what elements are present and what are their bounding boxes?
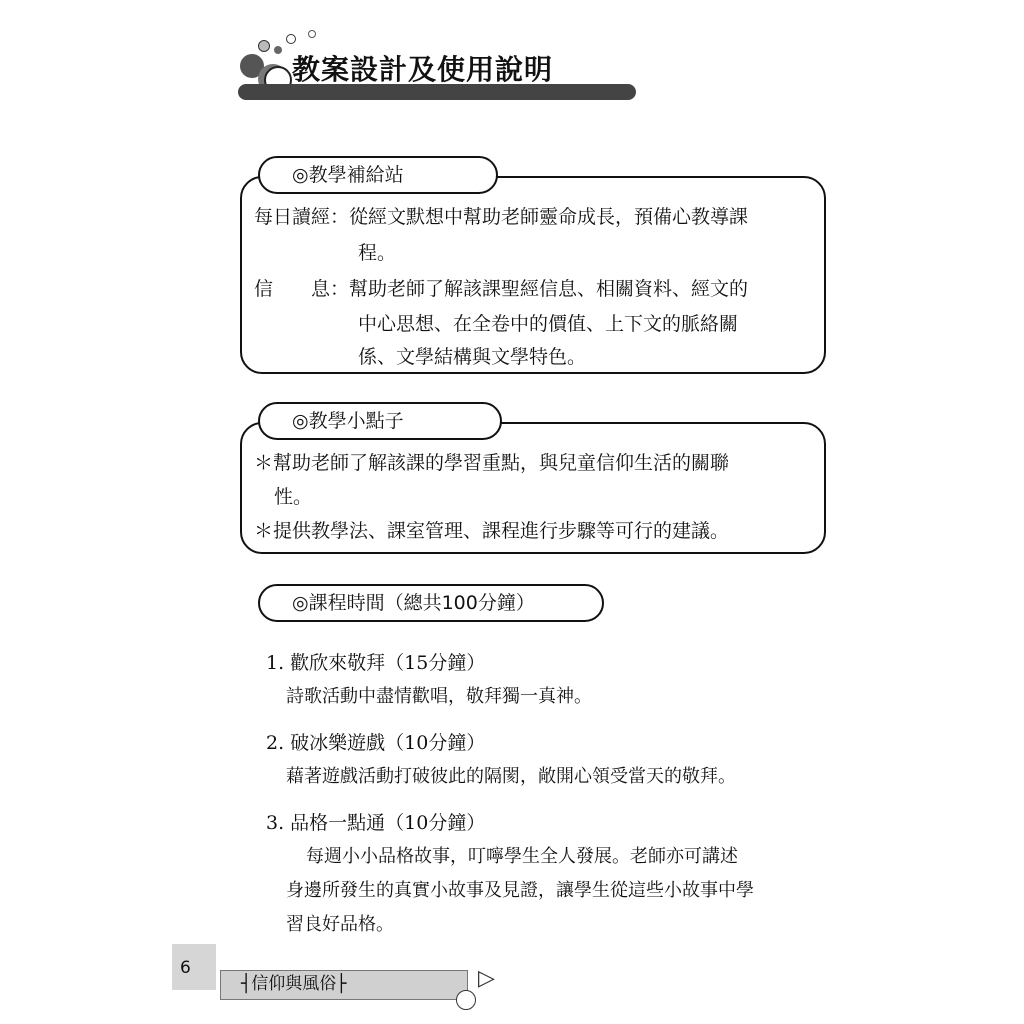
footer-circle xyxy=(456,990,476,1010)
schedule-item-3-text-2: 身邊所發生的真實小故事及見證，讓學生從這些小故事中學 xyxy=(286,880,754,901)
schedule-item-3-text-3: 習良好品格。 xyxy=(286,914,394,935)
row-message-cont-2: 係、文學結構與文學特色。 xyxy=(358,346,587,368)
row-daily-reading-cont: 程。 xyxy=(358,242,397,264)
section-label-teaching-supply: ◎教學補給站 xyxy=(258,156,498,194)
decor-circle-small xyxy=(258,40,270,52)
section-label-course-time: ◎課程時間（總共100分鐘） xyxy=(258,584,604,622)
row-text-daily-reading-1: 從經文默想中幫助老師靈命成長，預備心教導課 xyxy=(349,206,749,228)
schedule-item-2-title: 2. 破冰樂遊戲（10分鐘） xyxy=(266,732,486,754)
schedule-item-2-text: 藉著遊戲活動打破彼此的隔閡，敞開心領受當天的敬拜。 xyxy=(286,766,736,787)
decor-circle-dot xyxy=(308,30,316,38)
decor-lightbulb-icon xyxy=(286,34,296,44)
row-text-message-1: 幫助老師了解該課聖經信息、相關資料、經文的 xyxy=(349,278,749,300)
bullet-1: ＊幫助老師了解該課的學習重點，與兒童信仰生活的關聯 xyxy=(254,452,730,474)
schedule-item-3-text-1: 每週小小品格故事，叮嚀學生全人發展。老師亦可講述 xyxy=(306,846,738,867)
footer-book-title: ┤信仰與風俗├ xyxy=(220,970,468,1000)
page-title: 教案設計及使用說明 xyxy=(292,53,554,86)
section-label-teaching-ideas: ◎教學小點子 xyxy=(258,402,502,440)
bullet-2: ＊提供教學法、課室管理、課程進行步驟等可行的建議。 xyxy=(254,520,730,542)
schedule-item-1-text: 詩歌活動中盡情歡唱，敬拜獨一真神。 xyxy=(286,686,592,707)
row-label-message: 信 息： xyxy=(254,278,350,300)
page-number: 6 xyxy=(172,944,216,990)
schedule-item-3-title: 3. 品格一點通（10分鐘） xyxy=(266,812,486,834)
row-label-daily-reading: 每日讀經： xyxy=(254,206,350,228)
decor-circle-tiny xyxy=(274,46,282,54)
row-message xyxy=(254,270,748,308)
row-message-cont-1: 中心思想、在全卷中的價值、上下文的脈絡關 xyxy=(358,313,739,335)
row-daily-reading xyxy=(254,198,748,236)
footer-arrow-icon: ▷ xyxy=(478,966,495,991)
bullet-1-cont: 性。 xyxy=(274,486,313,508)
schedule-item-1-title: 1. 歡欣來敬拜（15分鐘） xyxy=(266,652,486,674)
